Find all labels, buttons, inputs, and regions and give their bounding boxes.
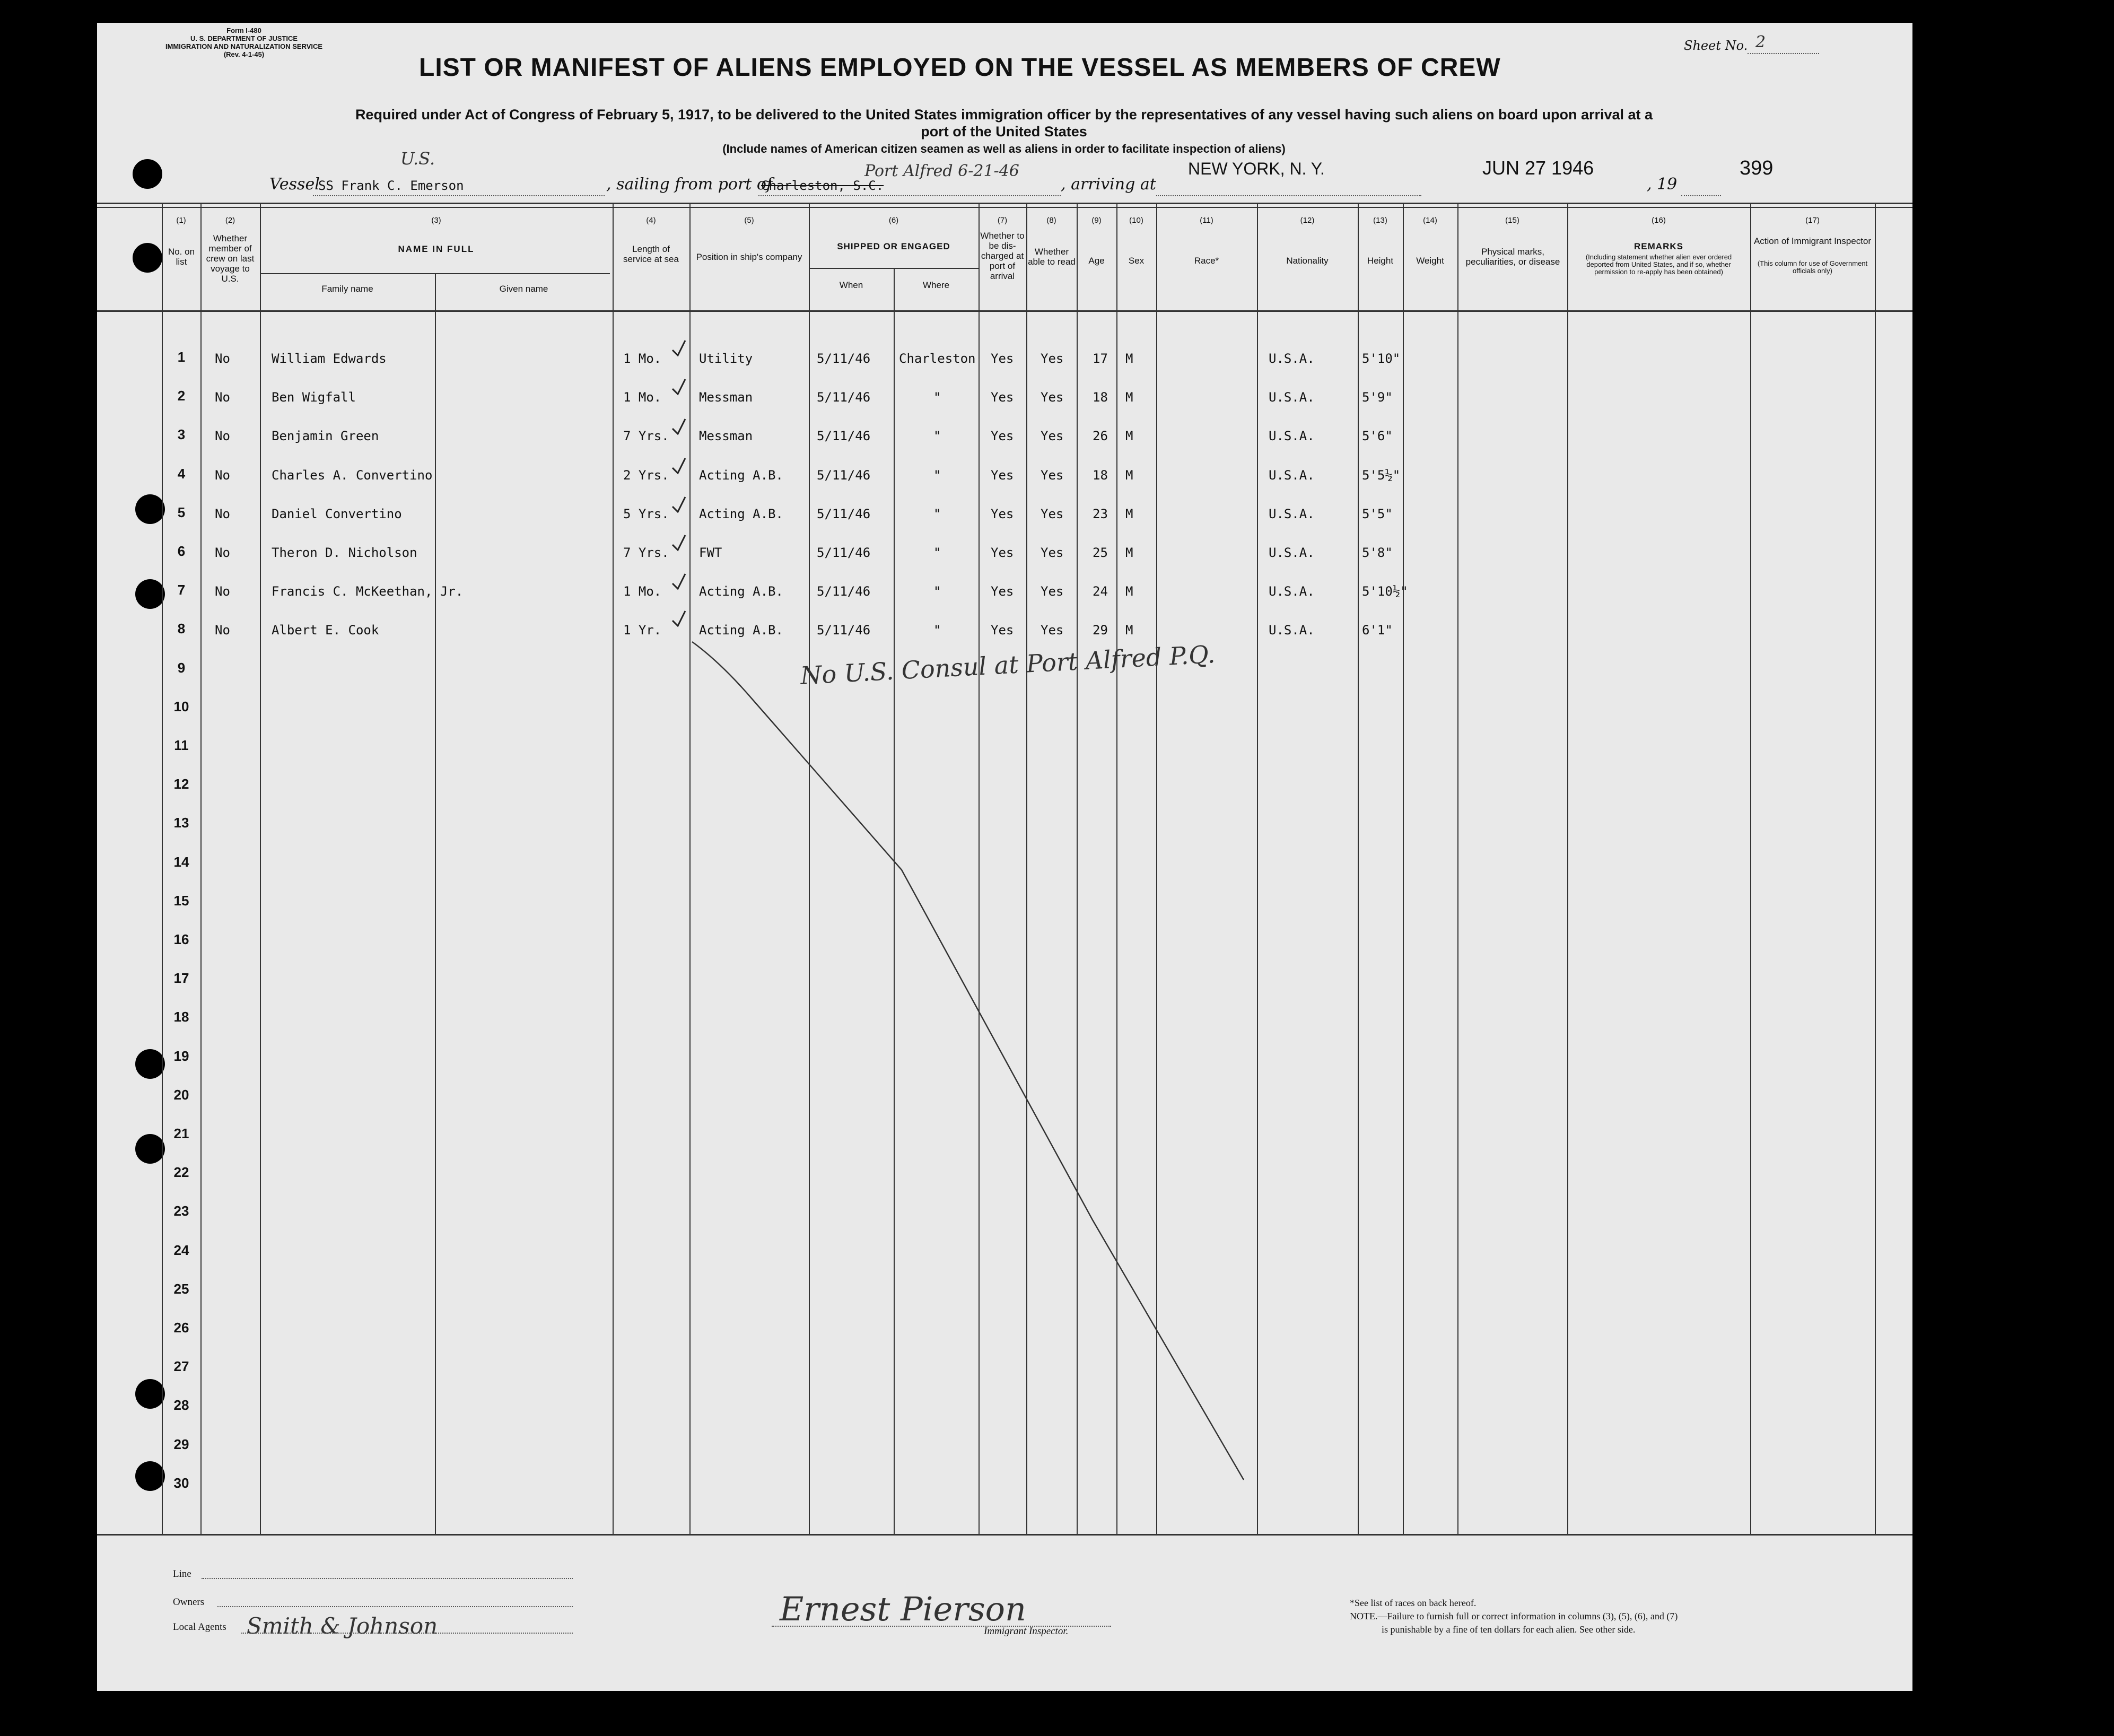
crew-name: Albert E. Cook — [272, 623, 379, 638]
column-number: (13) — [1373, 216, 1387, 225]
crew-sex: M — [1125, 584, 1133, 599]
header-name-in-full: NAME IN FULL — [398, 244, 475, 254]
crew-able-read: Yes — [1041, 390, 1064, 405]
crew-service-length: 7 Yrs. — [623, 545, 669, 560]
arriving-label: , arriving at — [1061, 175, 1156, 194]
crew-sex: M — [1125, 623, 1133, 638]
crew-shipped-when: 5/11/46 — [817, 545, 871, 560]
row-number: 4 — [177, 465, 186, 482]
crew-height: 5'10½" — [1362, 584, 1408, 599]
column-number: (6) — [888, 216, 899, 225]
form-number: Form I-480 — [226, 27, 261, 34]
crew-shipped-when: 5/11/46 — [817, 390, 871, 405]
crew-member-last-voyage: No — [215, 351, 230, 366]
row-number: 2 — [177, 388, 186, 404]
subtitle-note: (Include names of American citizen seamen as well as aliens in order to facilitate inspection of aliens) — [722, 142, 1286, 155]
note-line1: NOTE.—Failure to furnish full or correct information in columns (3), (5), (6), and (7) — [1350, 1611, 1678, 1621]
check-mark — [672, 497, 685, 512]
row-number: 16 — [173, 931, 189, 947]
row-number: 28 — [173, 1397, 189, 1414]
header-no-on-list: No. on list — [168, 247, 195, 267]
crew-name: Theron D. Nicholson — [272, 545, 417, 560]
crew-shipped-when: 5/11/46 — [817, 467, 871, 483]
row-number: 7 — [177, 582, 186, 598]
row-number: 18 — [173, 1009, 189, 1025]
header-given-name: Given name — [499, 284, 548, 294]
crew-member-last-voyage: No — [215, 467, 230, 483]
column-number: (15) — [1505, 216, 1519, 225]
year-label: , 19 — [1647, 175, 1678, 194]
crew-height: 5'9" — [1362, 390, 1393, 405]
crew-name: Charles A. Convertino — [272, 467, 433, 483]
header-family-name: Family name — [321, 284, 373, 294]
header-nationality: Nationality — [1286, 256, 1329, 266]
vessel-name: SS Frank C. Emerson — [318, 178, 464, 193]
header-height: Height — [1367, 256, 1394, 266]
crew-able-read: Yes — [1041, 545, 1064, 560]
header-discharged: Whether to be dis-charged at port of arrival — [980, 231, 1025, 281]
crew-nationality: U.S.A. — [1269, 623, 1315, 638]
races-note: *See list of races on back hereof. — [1350, 1598, 1477, 1608]
header-sex: Sex — [1128, 256, 1145, 266]
crew-sex: M — [1125, 351, 1133, 366]
row-number: 13 — [173, 815, 189, 831]
row-number: 21 — [173, 1126, 189, 1141]
local-agents-value: Smith & Johnson — [247, 1613, 438, 1639]
crew-sex: M — [1125, 467, 1133, 483]
inspector-signature: Ernest Pierson — [780, 1590, 1026, 1628]
header-action-sub: (This column for use of Government officials only) — [1757, 259, 1868, 275]
column-number: (4) — [646, 216, 656, 225]
crew-age: 29 — [1093, 623, 1108, 638]
crew-nationality: U.S.A. — [1269, 467, 1315, 483]
footer-owners-label: Owners — [173, 1597, 205, 1608]
crew-member-last-voyage: No — [215, 390, 230, 405]
header-position: Position in ship's company — [696, 252, 802, 262]
crew-nationality: U.S.A. — [1269, 429, 1315, 444]
check-marks — [672, 341, 685, 626]
row-number: 25 — [173, 1280, 189, 1297]
header-weight: Weight — [1416, 256, 1444, 266]
crew-member-last-voyage: No — [215, 429, 230, 444]
column-number: (14) — [1423, 216, 1437, 225]
header-shipped: SHIPPED OR ENGAGED — [837, 241, 950, 251]
column-number: (16) — [1652, 216, 1666, 225]
crew-shipped-when: 5/11/46 — [817, 584, 871, 599]
crew-nationality: U.S.A. — [1269, 390, 1315, 405]
manifest-number: 399 — [1740, 157, 1774, 179]
crew-age: 24 — [1093, 584, 1108, 599]
crew-discharged: Yes — [991, 506, 1014, 521]
crew-discharged: Yes — [991, 429, 1014, 444]
crew-sex: M — [1125, 545, 1133, 560]
crew-service-length: 5 Yrs. — [623, 506, 669, 521]
crew-shipped-where: " — [933, 506, 941, 521]
page-title: LIST OR MANIFEST OF ALIENS EMPLOYED ON THE VESSEL AS MEMBERS OF CREW — [419, 54, 1501, 82]
crew-nationality: U.S.A. — [1269, 351, 1315, 366]
column-number: (2) — [225, 216, 235, 225]
header-age: Age — [1088, 256, 1105, 266]
arrival-date-stamp: JUN 27 1946 — [1482, 157, 1594, 179]
crew-member-last-voyage: No — [215, 545, 230, 560]
header-remarks: REMARKS — [1634, 241, 1683, 251]
check-mark — [672, 341, 685, 355]
crew-able-read: Yes — [1041, 506, 1064, 521]
sheet-label: Sheet No. — [1684, 38, 1748, 53]
column-number: (3) — [431, 216, 441, 225]
crew-shipped-when: 5/11/46 — [817, 351, 871, 366]
row-number: 10 — [173, 698, 189, 714]
column-number: (1) — [176, 216, 186, 225]
check-mark — [672, 458, 685, 473]
crew-service-length: 1 Mo. — [623, 351, 662, 366]
crew-discharged: Yes — [991, 623, 1014, 638]
service: IMMIGRATION AND NATURALIZATION SERVICE — [165, 42, 323, 50]
column-number: (8) — [1046, 216, 1056, 225]
vessel-label: Vessel — [269, 175, 320, 194]
subtitle-line2: port of the United States — [921, 124, 1087, 139]
row-number: 22 — [173, 1164, 189, 1181]
crew-shipped-when: 5/11/46 — [817, 429, 871, 444]
crew-height: 5'5½" — [1362, 467, 1401, 483]
crew-service-length: 1 Mo. — [623, 390, 662, 405]
sailing-port-typed: Charleston, S.C. — [761, 178, 884, 193]
arriving-port: NEW YORK, N. Y. — [1188, 159, 1325, 178]
header-action: Action of Immigrant Inspector — [1753, 236, 1872, 246]
footer-agents-label: Local Agents — [173, 1621, 226, 1633]
crew-discharged: Yes — [991, 351, 1014, 366]
crew-shipped-where: " — [933, 623, 941, 638]
crew-discharged: Yes — [991, 467, 1014, 483]
column-number: (17) — [1805, 216, 1820, 225]
crew-name: William Edwards — [272, 351, 387, 366]
crew-age: 18 — [1093, 390, 1108, 405]
crew-position: Messman — [699, 390, 753, 405]
row-number: 23 — [173, 1203, 189, 1219]
crew-age: 23 — [1093, 506, 1108, 521]
column-number: (10) — [1129, 216, 1143, 225]
crew-shipped-when: 5/11/46 — [817, 506, 871, 521]
row-number: 9 — [177, 659, 186, 676]
header-able-read: Whether able to read — [1028, 247, 1076, 267]
column-number: (9) — [1091, 216, 1102, 225]
sailing-label: , sailing from port of — [606, 175, 773, 194]
column-number: (5) — [744, 216, 754, 225]
footer-line-label: Line — [173, 1568, 191, 1580]
crew-age: 18 — [1093, 467, 1108, 483]
footer-agents-underline — [241, 1633, 573, 1634]
crew-service-length: 7 Yrs. — [623, 429, 669, 444]
crew-nationality: U.S.A. — [1269, 545, 1315, 560]
row-number: 20 — [173, 1086, 189, 1103]
column-number: (11) — [1200, 216, 1213, 225]
row-number: 15 — [173, 892, 189, 909]
crew-height: 5'6" — [1362, 429, 1393, 444]
check-mark — [672, 535, 685, 550]
crew-name: Francis C. McKeethan, Jr. — [272, 584, 464, 599]
crew-age: 26 — [1093, 429, 1108, 444]
crew-nationality: U.S.A. — [1269, 506, 1315, 521]
crew-name: Ben Wigfall — [272, 390, 356, 405]
crew-shipped-when: 5/11/46 — [817, 623, 871, 638]
crew-position: Acting A.B. — [699, 584, 783, 599]
check-mark — [672, 419, 685, 434]
crew-sex: M — [1125, 506, 1133, 521]
form-revision: (Rev. 4-1-45) — [223, 50, 265, 58]
header-physical-marks: Physical marks, peculiarities, or disease — [1465, 247, 1560, 267]
department: U. S. DEPARTMENT OF JUSTICE — [190, 34, 298, 42]
row-number: 1 — [177, 349, 186, 365]
row-number: 5 — [177, 504, 186, 520]
crew-able-read: Yes — [1041, 467, 1064, 483]
crew-able-read: Yes — [1041, 429, 1064, 444]
row-number: 8 — [177, 621, 186, 637]
row-number: 12 — [173, 776, 189, 792]
row-number: 3 — [177, 426, 186, 443]
header-where: Where — [922, 280, 950, 290]
vessel-prefix-handwritten: U.S. — [400, 149, 435, 169]
crew-height: 6'1" — [1362, 623, 1393, 638]
row-number: 14 — [173, 853, 189, 870]
crew-height: 5'5" — [1362, 506, 1393, 521]
crew-service-length: 2 Yrs. — [623, 467, 669, 483]
note-line2: is punishable by a fine of ten dollars for each alien. See other side. — [1382, 1624, 1636, 1635]
crew-height: 5'8" — [1362, 545, 1393, 560]
crew-member-last-voyage: No — [215, 506, 230, 521]
header-length-service: Length of service at sea — [623, 244, 679, 264]
crew-position: Acting A.B. — [699, 623, 783, 638]
row-number: 27 — [173, 1358, 189, 1375]
crew-service-length: 1 Mo. — [623, 584, 662, 599]
check-mark — [672, 611, 685, 626]
header-race: Race* — [1194, 256, 1219, 266]
crew-position: Messman — [699, 429, 753, 444]
crew-discharged: Yes — [991, 545, 1014, 560]
header-when: When — [839, 280, 863, 290]
cancel-diagonal-line — [692, 642, 1244, 1480]
crew-name: Daniel Convertino — [272, 506, 402, 521]
crew-shipped-where: " — [933, 429, 941, 444]
crew-shipped-where: Charleston — [899, 351, 976, 366]
crew-discharged: Yes — [991, 584, 1014, 599]
crew-age: 25 — [1093, 545, 1108, 560]
crew-name: Benjamin Green — [272, 429, 379, 444]
check-mark — [672, 379, 685, 394]
crew-member-last-voyage: No — [215, 623, 230, 638]
crew-age: 17 — [1093, 351, 1108, 366]
row-number: 17 — [173, 970, 189, 987]
crew-shipped-where: " — [933, 545, 941, 560]
row-number: 11 — [174, 737, 189, 753]
crew-service-length: 1 Yr. — [623, 623, 662, 638]
column-number: (7) — [997, 216, 1008, 225]
row-number: 6 — [177, 543, 186, 559]
crew-position: Acting A.B. — [699, 467, 783, 483]
crew-height: 5'10" — [1362, 351, 1401, 366]
row-number: 26 — [173, 1320, 189, 1336]
handwritten-note: No U.S. Consul at Port Alfred P.Q. — [799, 640, 1216, 690]
column-number: (12) — [1300, 216, 1315, 225]
crew-sex: M — [1125, 390, 1133, 405]
row-number: 30 — [173, 1475, 189, 1491]
crew-shipped-where: " — [933, 467, 941, 483]
footer-owners-underline — [217, 1606, 573, 1607]
crew-able-read: Yes — [1041, 623, 1064, 638]
crew-nationality: U.S.A. — [1269, 584, 1315, 599]
row-number: 24 — [173, 1242, 189, 1258]
crew-discharged: Yes — [991, 390, 1014, 405]
crew-sex: M — [1125, 429, 1133, 444]
crew-able-read: Yes — [1041, 351, 1064, 366]
header-remarks-sub: (Including statement whether alien ever ordered deported from United States, and if so, whether permission to re-apply has been obtained) — [1585, 253, 1732, 276]
crew-shipped-where: " — [933, 584, 941, 599]
header-whether-member: Whether member of crew on last voyage to U.S. — [206, 233, 255, 284]
inspector-label: Immigrant Inspector. — [984, 1626, 1069, 1637]
check-mark — [672, 574, 685, 589]
row-number: 29 — [173, 1436, 189, 1452]
row-number: 19 — [173, 1048, 189, 1064]
subtitle-line1: Required under Act of Congress of February 5, 1917, to be delivered to the United States immigration officer by the representatives of any vessel having such aliens on board upon arrival at a — [355, 107, 1653, 123]
sailing-port-handwritten: Port Alfred 6-21-46 — [864, 162, 1019, 180]
footer-line-underline — [202, 1578, 573, 1579]
crew-shipped-where: " — [933, 390, 941, 405]
crew-position: FWT — [699, 545, 722, 560]
crew-position: Acting A.B. — [699, 506, 783, 521]
crew-able-read: Yes — [1041, 584, 1064, 599]
crew-member-last-voyage: No — [215, 584, 230, 599]
crew-position: Utility — [699, 351, 753, 366]
sheet-number: 2 — [1755, 33, 1766, 51]
